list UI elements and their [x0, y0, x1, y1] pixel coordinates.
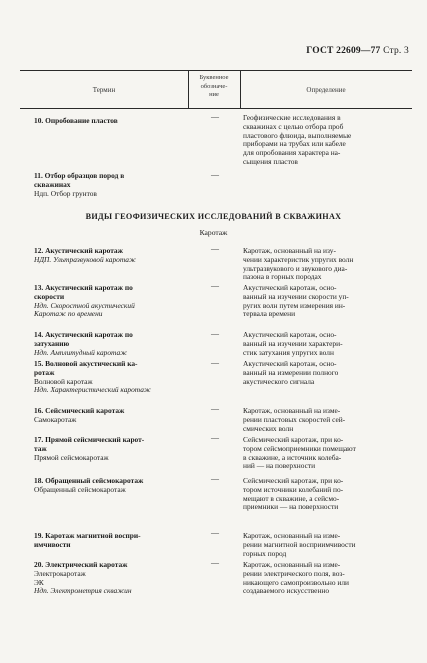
term-19: 19. Каротаж магнитной воспри- имчивости: [34, 531, 141, 549]
column-header-definition: Определение: [306, 86, 346, 94]
dash-11: —: [211, 170, 219, 179]
definition-15: Акустический каротаж, осно- ванный на измерении полного акустического сигнала: [243, 359, 339, 386]
dash-20: —: [211, 558, 219, 567]
subsection-title: Каротаж: [199, 228, 228, 237]
table-header-bottom-rule: [20, 108, 412, 109]
term-12: 12. Акустический каротаж НДП. Ультразвуковой каротаж: [34, 246, 136, 264]
column-header-letter-designation: Буквенное обозначе- ние: [199, 74, 229, 98]
term-17: 17. Прямой сейсмический карот- таж Прямой сейсмокаротаж: [34, 435, 145, 462]
column-header-term: Термин: [92, 86, 116, 94]
term-10: 10. Опробование пластов: [34, 116, 118, 125]
dash-13: —: [211, 281, 219, 290]
term-14: 14. Акустический каротаж по затуханию Ндп. Амплитудный каротаж: [34, 330, 133, 357]
term-11: 11. Отбор образцов пород в скважинах Ндп. Отбор грунтов: [34, 171, 125, 198]
page-number: Стр. 3: [383, 46, 409, 56]
definition-12: Каротаж, основанный на изу- чении характеристик упругих волн ультразвукового и звукового диа- пазона в горных породах: [243, 246, 354, 282]
term-15: 15. Волновой акустический ка- ротаж Волновой каротаж Ндп. Характеристический каротаж: [34, 359, 151, 395]
dash-10: —: [211, 112, 219, 121]
definition-13: Акустический каротаж, осно- ванный на изучении скорости уп- ругих волн путем измерения ин- тервала времени: [243, 283, 349, 319]
dash-17: —: [211, 433, 219, 442]
dash-12: —: [211, 244, 219, 253]
table-top-rule: [20, 70, 412, 71]
term-13: 13. Акустический каротаж по скорости Ндп. Скоростной акустический Каротаж по времени: [34, 283, 135, 319]
term-16: 16. Сейсмический каротаж Самокаротаж: [34, 406, 125, 424]
dash-19: —: [211, 528, 219, 537]
definition-14: Акустический каротаж, осно- ванный на изучении характери- стик затухания упругих волн: [243, 330, 343, 357]
definition-18: Сейсмический каротаж, при ко- тором источники колебаний по- мещают в скважине, а сейсмо- приемники — на поверхности: [243, 476, 344, 512]
definition-19: Каротаж, основанный на изме- рении магнитной восприимчивости горных пород: [243, 531, 356, 558]
definition-17: Сейсмический каротаж, при ко- тором сейсмоприемники помещают в скважине, а источник колеба- ний — на поверхности: [243, 435, 356, 471]
dash-14: —: [211, 329, 219, 338]
term-20: 20. Электрический каротаж Электрокаротаж ЭК Ндп. Электрометрия скважин: [34, 560, 132, 596]
definition-16: Каротаж, основанный на изме- рении пластовых скоростей сей- смических волн: [243, 406, 346, 433]
definition-20: Каротаж, основанный на изме- рении электрического поля, воз- никающего самопроизвольно или создаваемого искусственно: [243, 560, 349, 596]
dash-16: —: [211, 404, 219, 413]
standard-number: ГОСТ 22609—77: [306, 46, 381, 56]
page-header: [306, 46, 409, 56]
dash-15: —: [211, 358, 219, 367]
section-title: ВИДЫ ГЕОФИЗИЧЕСКИХ ИССЛЕДОВАНИЙ В СКВАЖИНАХ: [85, 212, 342, 221]
dash-18: —: [211, 474, 219, 483]
definition-10: Геофизические исследования в скважинах с целью отбора проб пластового флюида, выполняемые приборами на трубах или кабеле для опробования характера на- сыщения пластов: [243, 113, 352, 166]
term-18: 18. Обращенный сейсмокаротаж Обращенный сейсмокаротаж: [34, 476, 144, 494]
